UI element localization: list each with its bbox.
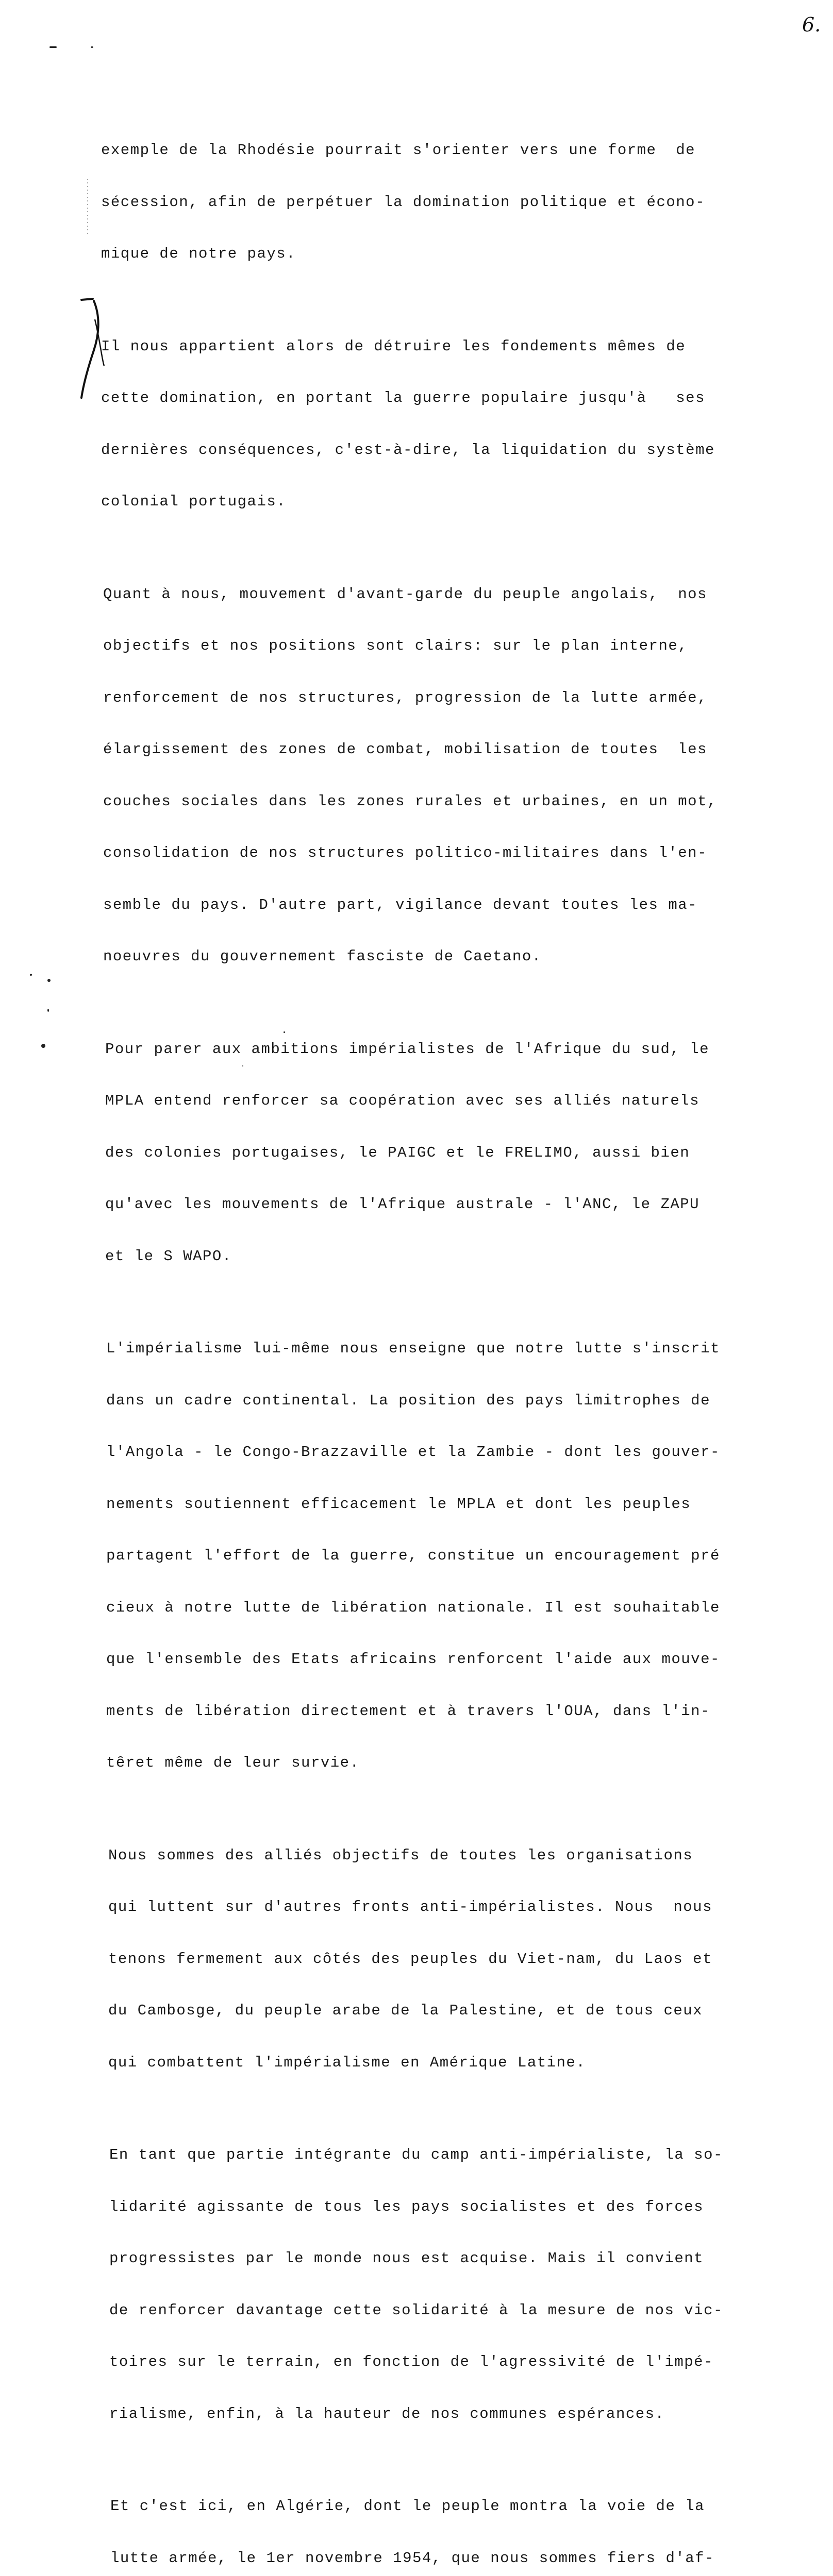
paragraph-rhodesia: [101, 107, 766, 297]
text-line: élargissement des zones de combat, mobilisation de toutes les: [103, 741, 707, 758]
text-line: ments de libération directement et à travers l'OUA, dans l'in-: [106, 1702, 710, 1720]
text-line: mique de notre pays.: [101, 245, 296, 262]
text-line: qui luttent sur d'autres fronts anti-impérialistes. Nous nous: [108, 1899, 712, 1916]
text-line: rialisme, enfin, à la hauteur de nos communes espérances.: [109, 2405, 665, 2422]
text-line: toires sur le terrain, en fonction de l'agressivité de l'impé-: [109, 2353, 713, 2370]
text-line: des colonies portugaises, le PAIGC et le FRELIMO, aussi bien: [105, 1144, 690, 1161]
text-line: lutte armée, le 1er novembre 1954, que nous sommes fiers d'af-: [110, 2549, 714, 2567]
text-line: partagent l'effort de la guerre, constitue un encouragement pré: [106, 1547, 720, 1564]
text-line: Il nous appartient alors de détruire les fondements mêmes de: [101, 337, 686, 355]
text-line: que l'ensemble des Etats africains renforcent l'aide aux mouve-: [106, 1651, 720, 1668]
text-line: et le S WAPO.: [105, 1247, 232, 1265]
text-line: couches sociales dans les zones rurales et urbaines, en un mot,: [103, 792, 717, 810]
text-line: consolidation de nos structures politico-militaires dans l'en-: [103, 844, 707, 861]
paragraph-algeria: [110, 2463, 766, 2576]
text-line: dernières conséquences, c'est-à-dire, la liquidation du système: [101, 441, 715, 459]
text-line: de renforcer davantage cette solidarité à la mesure de nos vic-: [109, 2301, 723, 2319]
text-line: noeuvres du gouvernement fasciste de Caetano.: [103, 948, 542, 965]
paragraph-allies: [108, 1812, 766, 2106]
text-line: exemple de la Rhodésie pourrait s'orienter vers une forme de: [101, 142, 696, 159]
text-line: l'Angola - le Congo-Brazzaville et la Zambie - dont les gouver-: [106, 1444, 720, 1461]
scan-speck: [49, 46, 57, 48]
text-line: lidarité agissante de tous les pays socialistes et des forces: [109, 2198, 704, 2215]
scan-speck: [91, 46, 93, 48]
scan-speck: [41, 1044, 45, 1048]
paragraph-solidarity: [109, 2112, 766, 2457]
text-line: Pour parer aux ambitions impérialistes de l'Afrique du sud, le: [105, 1040, 709, 1058]
text-line: tenons fermement aux côtés des peuples du Viet-nam, du Laos et: [108, 1950, 712, 1968]
text-line: cette domination, en portant la guerre populaire jusqu'à ses: [101, 389, 705, 406]
text-line: progressistes par le monde nous est acquise. Mais il convient: [109, 2250, 704, 2267]
paragraph-continental: [106, 1306, 766, 1806]
scan-speck: [30, 974, 32, 976]
paragraph-destroy-domination: [101, 303, 766, 545]
text-line: Quant à nous, mouvement d'avant-garde du peuple angolais, nos: [103, 585, 707, 603]
text-line: têret même de leur survie.: [106, 1754, 360, 1771]
text-line: L'impérialisme lui-même nous enseigne que notre lutte s'inscrit: [106, 1340, 720, 1357]
text-line: En tant que partie intégrante du camp anti-impérialiste, la so-: [109, 2146, 723, 2163]
paragraph-objectives: [103, 551, 766, 1000]
text-line: qui combattent l'impérialisme en Amérique Latine.: [108, 2054, 586, 2071]
scan-speck: [47, 1009, 49, 1012]
text-line: sécession, afin de perpétuer la domination politique et écono-: [101, 193, 705, 211]
text-line: renforcement de nos structures, progression de la lutte armée,: [103, 689, 707, 706]
text-line: semble du pays. D'autre part, vigilance devant toutes les ma-: [103, 896, 698, 913]
margin-dotted-mark: [85, 178, 91, 237]
text-line: dans un cadre continental. La position des pays limitrophes de: [106, 1392, 710, 1409]
text-line: MPLA entend renforcer sa coopération avec ses alliés naturels: [105, 1092, 700, 1109]
text-line: Et c'est ici, en Algérie, dont le peuple montra la voie de la: [110, 2498, 705, 2515]
text-line: Nous sommes des alliés objectifs de toutes les organisations: [108, 1846, 693, 1864]
letter-body: [101, 107, 766, 2576]
text-line: qu'avec les mouvements de l'Afrique australe - l'ANC, le ZAPU: [105, 1196, 700, 1213]
text-line: colonial portugais.: [101, 493, 287, 510]
scan-speck: [47, 979, 51, 982]
paragraph-cooperation: [105, 1006, 766, 1300]
text-line: objectifs et nos positions sont clairs: sur le plan interne,: [103, 637, 688, 654]
text-line: nements soutiennent efficacement le MPLA et dont les peuples: [106, 1495, 691, 1513]
text-line: du Cambosge, du peuple arabe de la Palestine, et de tous ceux: [108, 2002, 703, 2019]
text-line: cieux à notre lutte de libération nationale. Il est souhaitable: [106, 1599, 720, 1616]
page-number: 6.: [802, 13, 821, 36]
